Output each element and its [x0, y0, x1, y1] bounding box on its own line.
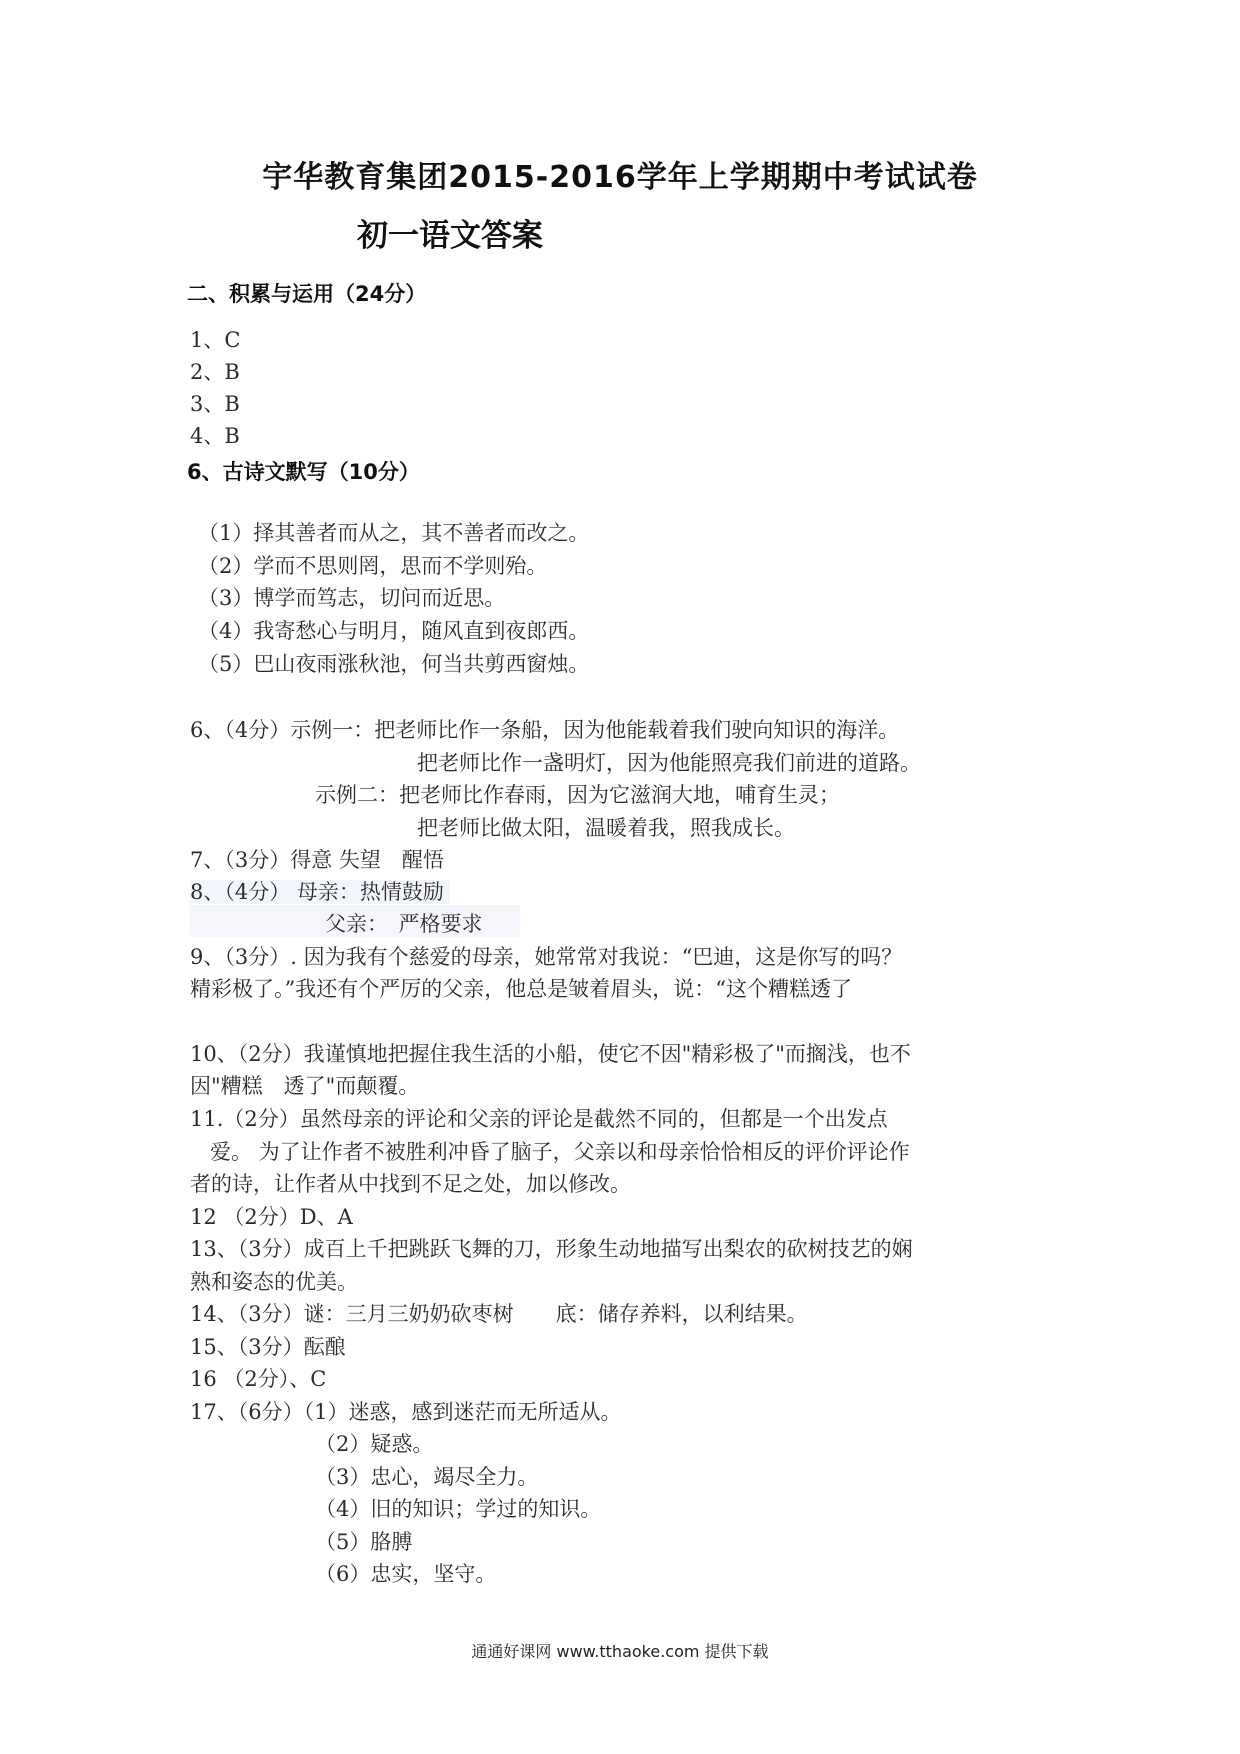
answer-2: 2、B — [190, 360, 240, 384]
q6-example-2: 示例二：把老师比作春雨，因为它滋润大地，哺育生灵； — [315, 783, 840, 807]
q10-answer-cont: 因"糟糕 透了"而颠覆。 — [190, 1074, 420, 1098]
q9-answer: 9、（3分）. 因为我有个慈爱的母亲，她常常对我说：“巴迪，这是你写的吗？ — [190, 945, 903, 969]
q17-answer: 17、（6分）（1）迷惑，感到迷茫而无所适从。 — [190, 1400, 622, 1424]
poetry-line-4: （4）我寄愁心与明月，随风直到夜郎西。 — [198, 619, 590, 643]
answer-3: 3、B — [190, 392, 240, 416]
section-heading-accumulation: 二、积累与运用（24分） — [187, 282, 427, 306]
q8-answer-mother — [190, 878, 450, 906]
q11-answer-end: 者的诗，让作者从中找到不足之处，加以修改。 — [190, 1172, 631, 1196]
q6-example-2-cont: 把老师比做太阳，温暖着我，照我成长。 — [417, 816, 795, 840]
document-subtitle: 初一语文答案 — [357, 218, 543, 254]
poetry-line-5: （5）巴山夜雨涨秋池，何当共剪西窗烛。 — [198, 652, 590, 676]
q16-answer: 16 （2分）、C — [190, 1367, 327, 1391]
q17-item-4: （4）旧的知识；学过的知识。 — [315, 1497, 602, 1521]
q13-answer-cont: 熟和姿态的优美。 — [190, 1270, 358, 1294]
q6-example-1-cont: 把老师比作一盏明灯，因为他能照亮我们前进的道路。 — [417, 751, 921, 775]
q7-answer: 7、（3分）得意 失望 醒悟 — [190, 848, 444, 872]
q15-answer: 15、（3分）酝酿 — [190, 1335, 346, 1359]
q11-answer: 11.（2分）虽然母亲的评论和父亲的评论是截然不同的，但都是一个出发点 — [190, 1107, 888, 1131]
section-heading-poetry: 6、古诗文默写（10分） — [187, 460, 420, 484]
footer-download-note: 通通好课网 www.tthaoke.com 提供下载 — [471, 1642, 769, 1661]
q11-answer-cont: 爱。 为了让作者不被胜利冲昏了脑子，父亲以和母亲恰恰相反的评价评论作 — [210, 1140, 910, 1164]
q17-item-5: （5）胳膊 — [315, 1530, 413, 1554]
answer-4: 4、B — [190, 424, 240, 448]
q13-answer: 13、（3分）成百上千把跳跃飞舞的刀，形象生动地描写出梨农的砍树技艺的娴 — [190, 1237, 913, 1261]
document-title: 宇华教育集团2015-2016学年上学期期中考试试卷 — [262, 160, 978, 195]
q8-answer-father: 父亲： 严格要求 — [325, 912, 483, 936]
q10-answer: 10、（2分）我谨慎地把握住我生活的小船，使它不因"精彩极了"而搁浅，也不 — [190, 1042, 911, 1066]
poetry-line-1: （1）择其善者而从之，其不善者而改之。 — [198, 521, 590, 545]
q9-answer-cont: 精彩极了。”我还有个严厉的父亲，他总是皱着眉头，说：“这个糟糕透了 — [190, 977, 852, 1001]
q17-item-2: （2）疑惑。 — [315, 1432, 434, 1456]
poetry-line-2: （2）学而不思则罔，思而不学则殆。 — [198, 554, 548, 578]
q14-answer: 14、（3分）谜：三月三奶奶砍枣树 底：储存养料，以利结果。 — [190, 1302, 808, 1326]
poetry-line-3: （3）博学而笃志，切问而近思。 — [198, 586, 506, 610]
q12-answer: 12 （2分）D、A — [190, 1205, 353, 1229]
q6-example-1: 6、（4分）示例一：把老师比作一条船，因为他能载着我们驶向知识的海洋。 — [190, 718, 900, 742]
q17-item-3: （3）忠心，竭尽全力。 — [315, 1465, 539, 1489]
q17-item-6: （6）忠实，坚守。 — [315, 1562, 497, 1586]
q8-mother-text: 8、（4分） 母亲：热情鼓励 — [190, 880, 450, 904]
answer-1: 1、C — [190, 328, 241, 352]
